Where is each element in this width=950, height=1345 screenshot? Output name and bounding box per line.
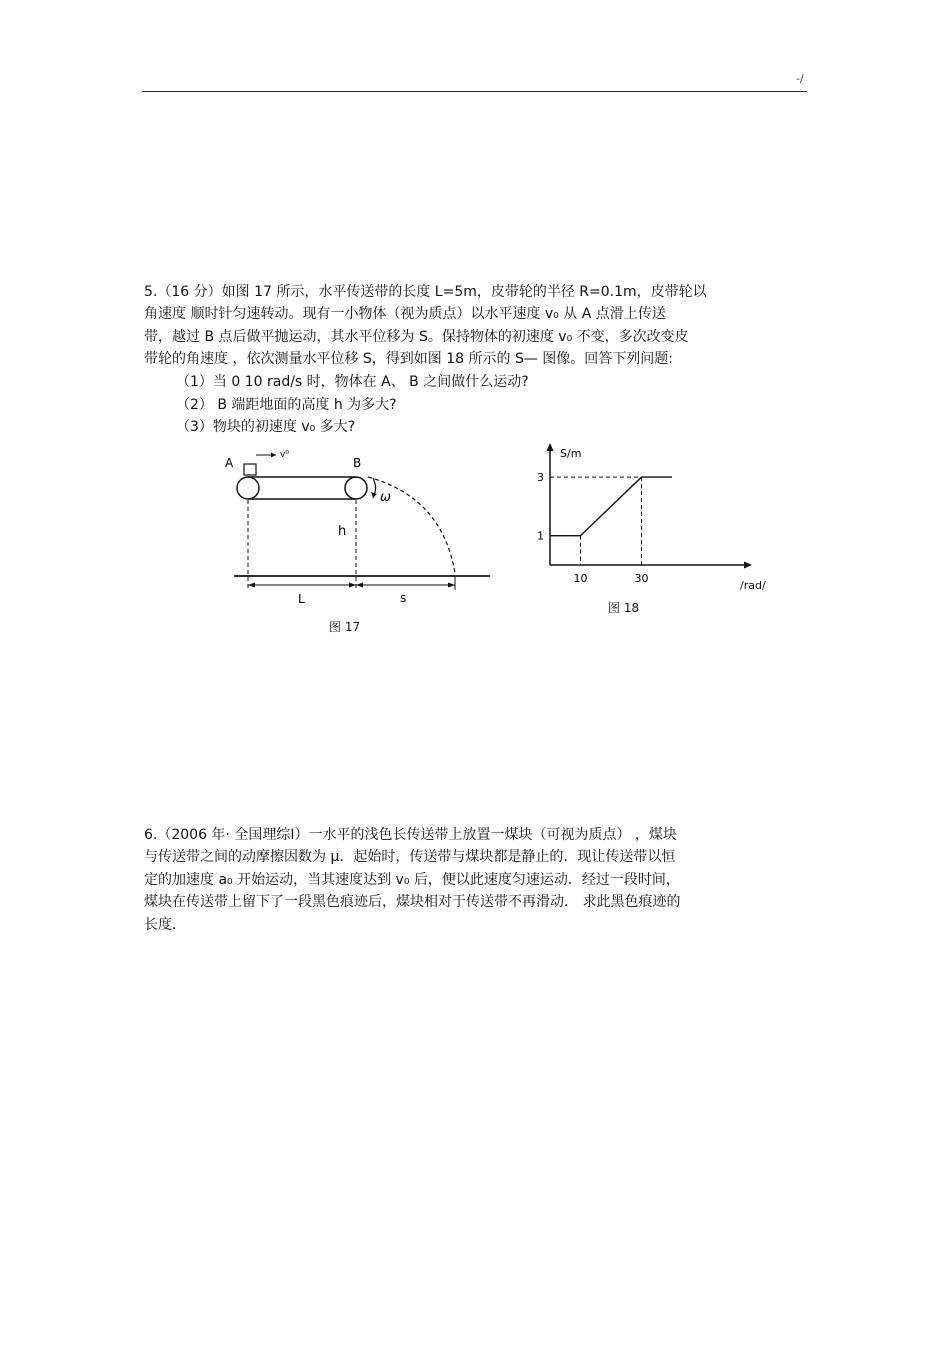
problem6-line-2: 与传送带之间的动摩擦因数为 μ．起始时，传送带与煤块都是静止的．现让传送带以恒 [144, 849, 676, 865]
block [244, 464, 256, 475]
problem5-question-1: （1）当 0 10 rad/s 时，物体在 A、 B 之间做什么运动? [176, 374, 529, 390]
label-h: h [338, 524, 347, 539]
problem5-line-1: 5.（16 分）如图 17 所示，水平传送带的长度 L=5m，皮带轮的半径 R=0.1m，皮带轮以 [144, 284, 707, 300]
problem6-line-4: 煤块在传送带上留下了一段黑色痕迹后，煤块相对于传送带不再滑动． 求此黑色痕迹的 [144, 894, 681, 910]
figure-17-caption: 图 17 [329, 620, 361, 634]
header-mark: -/ [796, 72, 804, 85]
dimension-s-arrow-left [356, 583, 363, 588]
y-axis-label: S/m [560, 447, 582, 460]
problem5-line-3: 带，越过 B 点后做平抛运动，其水平位移为 S。保持物体的初速度 v₀ 不变，多次改变皮 [144, 329, 689, 345]
problem5-line-4: 带轮的角速度 ，依次测量水平位移 S，得到如图 18 所示的 S— 图像。回答下列问题: [144, 351, 674, 367]
label-b: B [353, 456, 362, 470]
x-axis-label: /rad/ [740, 579, 766, 592]
label-omega: ω [380, 490, 391, 505]
label-l: L [298, 592, 305, 606]
dimension-l-arrow-right [349, 583, 356, 588]
velocity-arrowhead [271, 453, 276, 458]
pulley-a [237, 477, 259, 499]
dimension-l-arrow-left [248, 583, 255, 588]
y-tick-label-1: 1 [537, 529, 544, 543]
figure-18-chart [530, 440, 780, 600]
x-tick-label-30: 30 [634, 572, 649, 585]
series-line [550, 477, 672, 536]
figure-18-caption: 图 18 [608, 601, 640, 615]
label-v0: v⁰ [280, 450, 289, 460]
x-axis-arrow [744, 562, 752, 569]
problem5-line-2: 角速度 顺时针匀速转动。现有一小物体（视为质点）以水平速度 v₀ 从 A 点滑上传送 [144, 306, 666, 322]
problem5-question-2: （2） B 端距地面的高度 h 为多大? [176, 397, 397, 413]
pulley-b [345, 477, 367, 499]
y-axis-arrow [547, 443, 554, 451]
problem6-line-5: 长度． [144, 917, 186, 933]
x-tick-label-10: 10 [573, 572, 588, 585]
header-rule [142, 91, 807, 92]
dimension-s-arrow-right [448, 583, 455, 588]
figure-17-conveyor-diagram [220, 445, 500, 610]
problem5-question-3: （3）物块的初速度 v₀ 多大? [176, 419, 356, 435]
y-tick-label-3: 3 [537, 471, 544, 485]
label-a: A [225, 456, 234, 470]
problem6-line-3: 定的加速度 a₀ 开始运动，当其速度达到 v₀ 后，便以此速度匀速运动．经过一段时间， [144, 872, 680, 888]
label-s: s [400, 591, 407, 605]
problem6-line-1: 6.（2006 年· 全国理综Ⅰ）一水平的浅色长传送带上放置一煤块（可视为质点） ，煤块 [144, 827, 677, 843]
